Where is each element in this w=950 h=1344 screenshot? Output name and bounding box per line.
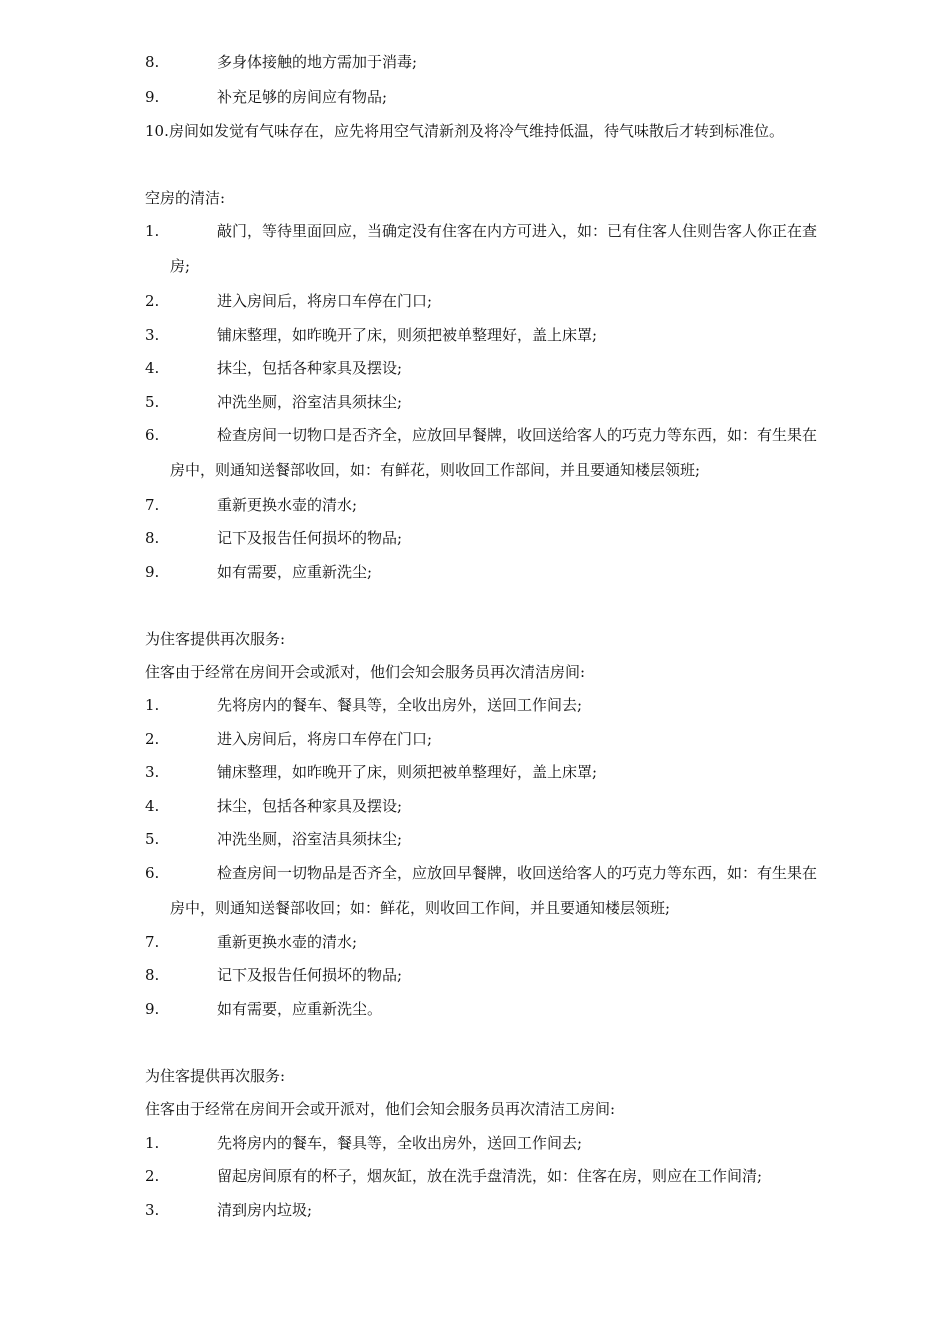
- list-item: [145, 214, 895, 248]
- item-text: 冲洗坐厕，浴室洁具须抹尘;: [217, 830, 403, 848]
- list-item: [145, 822, 895, 856]
- item-text: 先将房内的餐车、餐具等，全收出房外，送回工作间去;: [217, 696, 583, 714]
- list-item: [145, 1126, 895, 1160]
- section-heading: 为住客提供再次服务:: [145, 630, 286, 648]
- item-text: 进入房间后，将房口车停在门口;: [217, 730, 433, 748]
- list-item: [145, 992, 895, 1026]
- item-number: 3.: [145, 326, 160, 344]
- list-item: [145, 45, 895, 79]
- list-item: [145, 521, 895, 555]
- item-number: 9.: [145, 563, 160, 581]
- item-continuation: 房中，则通知送餐部收回，如：有鲜花，则收回工作部间，并且要通知楼层领班;: [170, 461, 701, 479]
- list-item: [145, 1193, 895, 1227]
- item-number: 1.: [145, 1134, 160, 1152]
- item-number: 3.: [145, 763, 160, 781]
- list-item: [145, 1159, 895, 1193]
- item-text: 如有需要，应重新洗尘。: [217, 1000, 383, 1018]
- item-text: 重新更换水壶的清水;: [217, 933, 358, 951]
- item-number: 3.: [145, 1201, 160, 1219]
- list-item: [145, 318, 895, 352]
- item-text: 进入房间后，将房口车停在门口;: [217, 292, 433, 310]
- list-item: [145, 385, 895, 419]
- item-text: 抹尘，包括各种家具及摆设;: [217, 797, 403, 815]
- section-heading: 为住客提供再次服务:: [145, 1067, 286, 1085]
- item-text: 铺床整理，如昨晚开了床，则须把被单整理好，盖上床罩;: [217, 763, 598, 781]
- item-number: 4.: [145, 359, 160, 377]
- item-number: 5.: [145, 393, 160, 411]
- item-number: 9.: [145, 1000, 160, 1018]
- item-text: 如有需要，应重新洗尘;: [217, 563, 373, 581]
- item-number: 2.: [145, 292, 160, 310]
- item-number: 8.: [145, 966, 160, 984]
- item-text: 抹尘，包括各种家具及摆设;: [217, 359, 403, 377]
- item-text: 补充足够的房间应有物品;: [217, 88, 388, 106]
- list-item: [145, 755, 895, 789]
- section-heading: 空房的清洁:: [145, 189, 226, 207]
- item-number: 7.: [145, 933, 160, 951]
- item-number: 6.: [145, 426, 160, 444]
- list-item: [145, 958, 895, 992]
- item-text: 铺床整理，如昨晚开了床，则须把被单整理好，盖上床罩;: [217, 326, 598, 344]
- item-number: 7.: [145, 496, 160, 514]
- list-item: [145, 722, 895, 756]
- item-text: 冲洗坐厕，浴室洁具须抹尘;: [217, 393, 403, 411]
- item-continuation: 房;: [170, 257, 191, 275]
- list-item: [145, 351, 895, 385]
- item-number: 10.: [145, 122, 169, 140]
- item-text: 敲门，等待里面回应，当确定没有住客在内方可进入，如：已有住客人住则告客人你正在查: [217, 222, 818, 240]
- item-text: 记下及报告任何损坏的物品;: [217, 529, 403, 547]
- item-number: 8.: [145, 529, 160, 547]
- item-number: 1.: [145, 696, 160, 714]
- item-text: 记下及报告任何损坏的物品;: [217, 966, 403, 984]
- item-number: 2.: [145, 730, 160, 748]
- item-number: 2.: [145, 1167, 160, 1185]
- item-number: 5.: [145, 830, 160, 848]
- list-item: [145, 80, 895, 114]
- item-number: 4.: [145, 797, 160, 815]
- section-intro: 住客由于经常在房间开会或派对，他们会知会服务员再次清洁房间:: [145, 663, 586, 681]
- item-text: 留起房间原有的杯子，烟灰缸，放在洗手盘清洗，如：住客在房，则应在工作间清;: [217, 1167, 763, 1185]
- item-number: 8.: [145, 53, 160, 71]
- item-number: 6.: [145, 864, 160, 882]
- list-item: [145, 114, 895, 148]
- item-text: 重新更换水壶的清水;: [217, 496, 358, 514]
- item-number: 1.: [145, 222, 160, 240]
- item-text: 房间如发觉有气味存在，应先将用空气清新剂及将冷气维持低温，待气味散后才转到标准位。: [169, 122, 785, 140]
- item-text: 检查房间一切物口是否齐全，应放回早餐牌，收回送给客人的巧克力等东西，如：有生果在: [217, 426, 818, 444]
- item-continuation: 房中，则通知送餐部收回；如：鲜花，则收回工作间，并且要通知楼层领班;: [170, 899, 671, 917]
- list-item: [145, 688, 895, 722]
- list-item: [145, 789, 895, 823]
- item-number: 9.: [145, 88, 160, 106]
- list-item: [145, 856, 895, 890]
- item-text: 检查房间一切物品是否齐全，应放回早餐牌，收回送给客人的巧克力等东西，如：有生果在: [217, 864, 818, 882]
- list-item: [145, 925, 895, 959]
- list-item: [145, 284, 895, 318]
- item-text: 先将房内的餐车，餐具等，全收出房外，送回工作间去;: [217, 1134, 583, 1152]
- section-intro: 住客由于经常在房间开会或开派对，他们会知会服务员再次清洁工房间:: [145, 1100, 616, 1118]
- item-text: 多身体接触的地方需加于消毒;: [217, 53, 418, 71]
- item-text: 清到房内垃圾;: [217, 1201, 313, 1219]
- list-item: [145, 555, 895, 589]
- list-item: [145, 418, 895, 452]
- list-item: [145, 488, 895, 522]
